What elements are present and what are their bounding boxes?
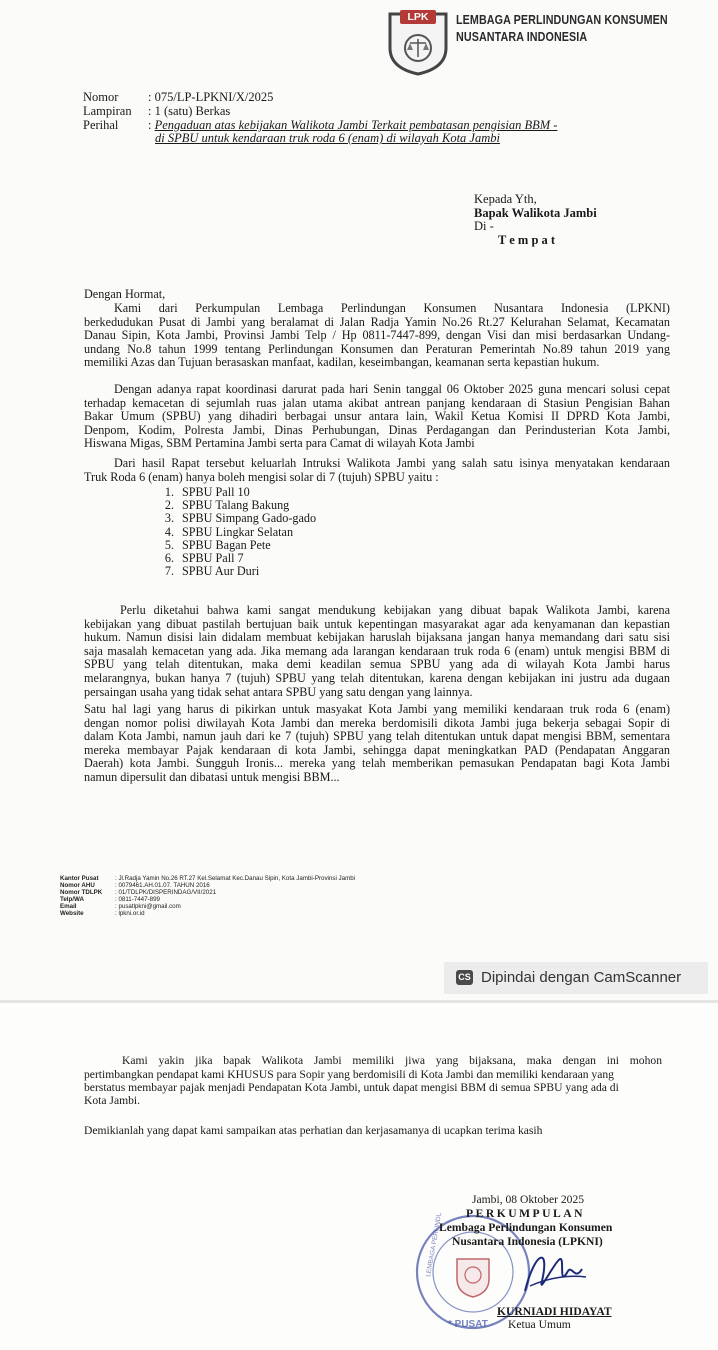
footer-key: Kantor Pusat <box>60 875 99 882</box>
footer-key: Nomor AHU <box>60 882 95 889</box>
footer-value: : 0079461.AH.01.07. TAHUN 2016 <box>115 882 210 889</box>
perihal-line1: Pengaduan atas kebijakan Walikota Jambi Terkait pembatasan pengisian BBM - <box>154 118 558 132</box>
paragraph-3 <box>84 457 670 484</box>
list-item: 3. SPBU Simpang Gado-gado <box>164 511 317 526</box>
list-item: 5. SPBU Bagan Pete <box>164 537 271 552</box>
p5-line: mereka membayar Pajak kendaraan di kota Jambi, sehingga dapat meningkatkan PAD (Pendapatan Anggaran <box>84 743 670 757</box>
p1-line: memiliki Azas dan Tujuan berasaskan manfaat, kadilan, keseimbangan, keamanan serta kepastian hukum. <box>84 356 600 370</box>
paragraph-5 <box>84 703 670 785</box>
logo-text: LPK <box>407 11 429 23</box>
p5-line: dalam Kota Jambi, namun jauh dari ke 7 (tujuh) SPBU yang telah ditentukan untuk dapat mengisi BBM, sementara <box>84 730 670 744</box>
p5-line: Daerah) kota Jambi. Sungguh Ironis... mereka yang telah memberikan pemasukan Pendapatan bagi Kota Jambi <box>84 757 670 771</box>
p4-line: hukum. Namun disisi lain didalam membuat kebijakan haruslah bijaksana jangan hanya memandang dari satu sisi <box>84 631 670 645</box>
camscanner-watermark <box>444 962 708 994</box>
p3-line <box>84 457 670 471</box>
recipient-line3: Di - <box>474 219 494 233</box>
paragraph-4 <box>84 604 670 699</box>
org-name-line1: LEMBAGA PERLINDUNGAN KONSUMEN <box>456 13 668 27</box>
footer-key: Nomor TDLPK <box>60 889 103 896</box>
recipient-line4: T e m p a t <box>498 232 556 247</box>
nomor-value: : 075/LP-LPKNI/X/2025 <box>148 90 274 104</box>
camscanner-text: Dipindai dengan CamScanner <box>481 969 682 986</box>
list-item: 6. SPBU Pall 7 <box>164 551 244 566</box>
sign-date: Jambi, 08 Oktober 2025 <box>472 1193 585 1206</box>
p4-line: melarangnya, bukan hanya 7 (tujuh) SPBU yang telah ditentukan, karena dengan kebijakan ini justru ada dugaan <box>84 671 670 685</box>
lampiran-value: : 1 (satu) Berkas <box>148 104 231 118</box>
p4-line: saja masalah kemacetan yang ada. Jika memang ada larangan kendaraan truk roda 6 (enam) untuk mengisi BBM di <box>84 644 670 658</box>
sign-org-line2: Lembaga Perlindungan Konsumen <box>439 1221 613 1234</box>
signature <box>520 1241 590 1301</box>
p2-para-line: pertimbangkan pendapat kami KHUSUS para Sopir yang berdomisili di Kota Jambi dan memiliki kendaraan yang <box>84 1068 614 1081</box>
p4-line: persaingan usaha yang tidak sehat antara SPBU yang satu dengan yang lainnya. <box>84 685 473 699</box>
nomor-label: Nomor <box>83 90 119 104</box>
footer-key: Website <box>60 910 84 917</box>
list-item: 1. SPBU Pall 10 <box>164 485 250 499</box>
lampiran-label: Lampiran <box>83 104 132 118</box>
p5-line: Satu hal lagi yang harus di pikirkan untuk masyakat Kota Jambi yang memiliki kendaraan truk roda 6 (enam) <box>84 703 670 716</box>
paragraph-2 <box>84 383 670 451</box>
p2-line: Hiswana Migas, SBM Pertamina Jambi serta para Camat di wilayah Kota Jambi <box>84 437 475 451</box>
svg-text:LEMBAGA PERLINDUNGAN: LEMBAGA PERLINDUNGAN <box>425 1213 447 1278</box>
p1-line: Danau Sipin, Kota Jambi, Provinsi Jambi Telp / Hp 0811-7447-899, dengan Visi dan misi berdasarkan Undang- <box>84 329 670 343</box>
letter-page-2 <box>0 1003 718 1350</box>
p4-line-text: Perlu diketahui bahwa kami sangat mendukung kebijakan yang dibuat bapak Walikota Jambi, karena <box>120 604 670 617</box>
perihal-line2: di SPBU untuk kendaraan truk roda 6 (enam) di wilayah Kota Jambi <box>155 131 500 145</box>
p2-para-line: berstatus membayar pajak menjadi Pendapatan Kota Jambi, untuk dapat mengisi BBM di semua SPBU yang ada di <box>84 1081 619 1094</box>
p2-line: terhadap kemacetan di sejumlah ruas jalan utama akibat antrean panjang kendaraan di Stasiun Pengisian Bahan <box>84 396 670 410</box>
letter-page-1: LPK LEMBAGA PERLINDUNGAN KONSUMEN NUSANTARA INDONESIA Nomor : 075/LP-LPKNI/X/2025 Lampiran : 1 (satu) Berkas Perihal : Pengaduan atas kebijakan Walikota Jambi Terkait pembatasan pengisian BBM - di SPBU untuk kendaraan truk roda 6 (enam) di wilayah Kota Jambi Kepada Yth, Bapak Walikota Jambi Di - T e m p a t Dengan Hormat, Kami dari Perkumpulan Lembaga Perlindungan Konsumen Nusantara Indonesia (LPKNI) berkedudukan Pusat di Jambi yang beralamat di Jalan Radja Yamin No.26 Rt.27 Kelurahan Selamat, Kecamatan Danau Sipin, Kota Jambi, Provinsi Jambi Telp / Hp 0811-7447-899, dengan Visi dan misi berdasarkan Undang- undang No.8 tahun 1999 tentang Perlindungan Konsumen dan Peraturan Pemerintah No.89 tahun 2019 yang memiliki Azas dan Tujuan berasaskan manfaat, kadilan, keseimbangan, keamanan serta kepastian hukum. Dengan adanya rapat koordinasi darurat pada hari Senin tanggal 06 Oktober 2025 guna mencari solusi cepat terhadap kemacetan di sejumlah ruas jalan utama akibat antrean panjang kendaraan di Stasiun Pengisian Bahan Bakar Umum (SPBU) yang dihadiri berbagai unsur antara lain, Wakil Ketua Komisi II DPRD Kota Jambi, Denpom, Kodim, Polresta Jambi, Dinas Perhubungan, Dinas Perdagangan dan Perindusterian Kota Jambi, Hiswana Migas, SBM Pertamina Jambi serta para Camat di wilayah Kota Jambi Dari hasil Rapat tersebut keluarlah Intruksi Walikota Jambi yang salah satu isinya menyatakan kendaraan Truk Roda 6 (enam) hanya boleh mengisi solar di 7 (tujuh) SPBU yaitu : 1. SPBU Pall 10 2. SPBU Talang Bakung 3. SPBU Simpang Gado-gado 4. SPBU Lingkar Selatan 5. SPBU Bagan Pete 6. SPBU Pall 7 7. SPBU Aur Duri Perlu diketahui bahwa kami sangat mendukung kebijakan yang dibuat bapak Walikota Jambi, karena kebijakan yang dibuat pastilah bertujuan baik untuk kepentingan masyarakat agar ada kenyamanan dan kepastian hukum. Namun disisi lain didalam membuat kebijakan haruslah bijaksana jangan hanya memandang dari satu sisi saja masalah kemacetan yang ada. Jika memang ada larangan kendaraan truk roda 6 (enam) untuk mengisi BBM di SPBU yang telah ditentukan, maka demi keadilan semua SPBU yang ada di wilayah Kota Jambi harus melarangnya, bukan hanya 7 (tujuh) SPBU yang telah ditentukan, karena dengan kebijakan ini justru ada dugaan persaingan usaha yang tidak sehat antara SPBU yang satu dengan yang lainnya. Satu hal lagi yang harus di pikirkan untuk masyakat Kota Jambi yang memiliki kendaraan truk roda 6 (enam) dengan nomor polisi diwilayah Kota Jambi dan mereka berdomisili dikota Jambi juga bekerja sebagai Sopir di dalam Kota Jambi, namun jauh dari ke 7 (tujuh) SPBU yang telah ditentukan untuk dapat mengisi BBM, sementara mereka membayar Pajak kendaraan di kota Jambi, sehingga dapat meningkatkan PAD (Pendapatan Anggaran Daerah) kota Jambi. Sungguh Ironis... mereka yang telah memberikan pemasukan Pendapatan bagi Kota Jambi namun dipersulit dan dibatasi untuk mengisi BBM... Kantor Pusat : Jl.Radja Yamin No.26 RT.27 Kel.Selamat Kec.Danau Sipin, Kota Jambi-Provinsi Jambi Nomor AHU : 0079461.AH.01.07. TAHUN 2016 Nomor TDLPK : 01/TDLPK/DISPERINDAG/VII/2021 Telp/WA : 0811-7447-899 Email : pusatlpkni@gmail.com Website : lpkni.or.id CS Dipindai dengan CamScanner <box>0 0 718 1000</box>
p3-line-text: Dari hasil Rapat tersebut keluarlah Intruksi Walikota Jambi yang salah satu isinya menyatakan kendaraan <box>114 457 670 470</box>
p2-line: Denpom, Kodim, Polresta Jambi, Dinas Perhubungan, Dinas Perdagangan dan Perindusterian Kota Jambi, <box>84 423 670 437</box>
perihal-row2 <box>155 131 500 145</box>
p2-line: Bakar Umum (SPBU) yang dihadiri berbagai unsur antara lain, Wakil Ketua Komisi II DPRD Kota Jambi, <box>84 410 670 424</box>
closing-text: Demikianlah yang dapat kami sampaikan atas perhatian dan kerjasamanya di ucapkan terima kasih <box>84 1124 543 1137</box>
sign-org-line3: Nusantara Indonesia (LPKNI) <box>452 1235 603 1248</box>
list-item: 2. SPBU Talang Bakung <box>164 498 290 513</box>
org-name-line2: NUSANTARA INDONESIA <box>456 30 588 44</box>
recipient <box>474 193 597 247</box>
p2-para-line: Kota Jambi. <box>84 1094 141 1107</box>
p3-line: Truk Roda 6 (enam) hanya boleh mengisi solar di 7 (tujuh) SPBU yaitu : <box>84 470 439 484</box>
recipient-line1: Kepada Yth, <box>474 192 537 206</box>
p2-para-line: Kami yakin jika bapak Walikota Jambi memiliki jiwa yang bijaksana, maka dengan ini mohon <box>122 1054 662 1067</box>
camscanner-logo-icon: CS <box>456 970 473 985</box>
footer-value: : pusatlpkni@gmail.com <box>115 903 181 910</box>
footer-key: Telp/WA <box>60 896 84 903</box>
footer-value: : 0811-7447-899 <box>115 896 160 903</box>
p4-line <box>84 604 670 618</box>
p4-line: kebijakan yang dibuat pastilah bertujuan baik untuk kepentingan masyarakat agar ada kenyamanan dan kepastian <box>84 617 670 631</box>
lpk-logo <box>386 8 450 76</box>
p2-line <box>84 383 670 397</box>
p2-line-text: Dengan adanya rapat koordinasi darurat pada hari Senin tanggal 06 Oktober 2025 guna mencari solusi cepat <box>114 383 670 396</box>
footer-value: : 01/TDLPK/DISPERINDAG/VII/2021 <box>115 889 217 896</box>
footer-value: : lpkni.or.id <box>115 910 145 917</box>
p4-line: SPBU yang telah ditentukan, maka demi keadilan semua SPBU yang ada di wilayah Kota Jambi harus <box>84 658 670 672</box>
footer-key: Email <box>60 903 77 910</box>
recipient-line2: Bapak Walikota Jambi <box>474 205 597 220</box>
list-item: 7. SPBU Aur Duri <box>164 564 260 579</box>
sign-org-line1: PERKUMPULAN <box>466 1207 585 1220</box>
salutation: Dengan Hormat, <box>84 287 166 301</box>
p5-line: dengan nomor polisi diwilayah Kota Jambi dan mereka berdomisili dikota Jambi juga bekerja sebagai Sopir di <box>84 716 670 730</box>
p1-line: undang No.8 tahun 1999 tentang Perlindungan Konsumen dan Peraturan Pemerintah No.89 tahun 2019 yang <box>84 342 670 356</box>
spbu-list <box>158 486 316 578</box>
p1-line: berkedudukan Pusat di Jambi yang beralamat di Jalan Radja Yamin No.26 Rt.27 Kelurahan Selamat, Kecamatan <box>84 315 670 329</box>
signer-name: KURNIADI HIDAYAT <box>497 1305 612 1318</box>
p1-line <box>84 302 670 316</box>
signer-title: Ketua Umum <box>508 1318 571 1331</box>
svg-text:* PUSAT: * PUSAT <box>448 1319 488 1330</box>
perihal-label: Perihal <box>83 118 119 132</box>
paragraph-1 <box>84 302 670 370</box>
p1-line-text: Kami dari Perkumpulan Lembaga Perlindungan Konsumen Nusantara Indonesia (LPKNI) <box>114 302 670 315</box>
p5-line: namun dipersulit dan dibatasi untuk mengisi BBM... <box>84 770 340 784</box>
list-item: 4. SPBU Lingkar Selatan <box>164 524 294 539</box>
footer-value: : Jl.Radja Yamin No.26 RT.27 Kel.Selamat Kec.Danau Sipin, Kota Jambi-Provinsi Jambi <box>115 875 356 882</box>
